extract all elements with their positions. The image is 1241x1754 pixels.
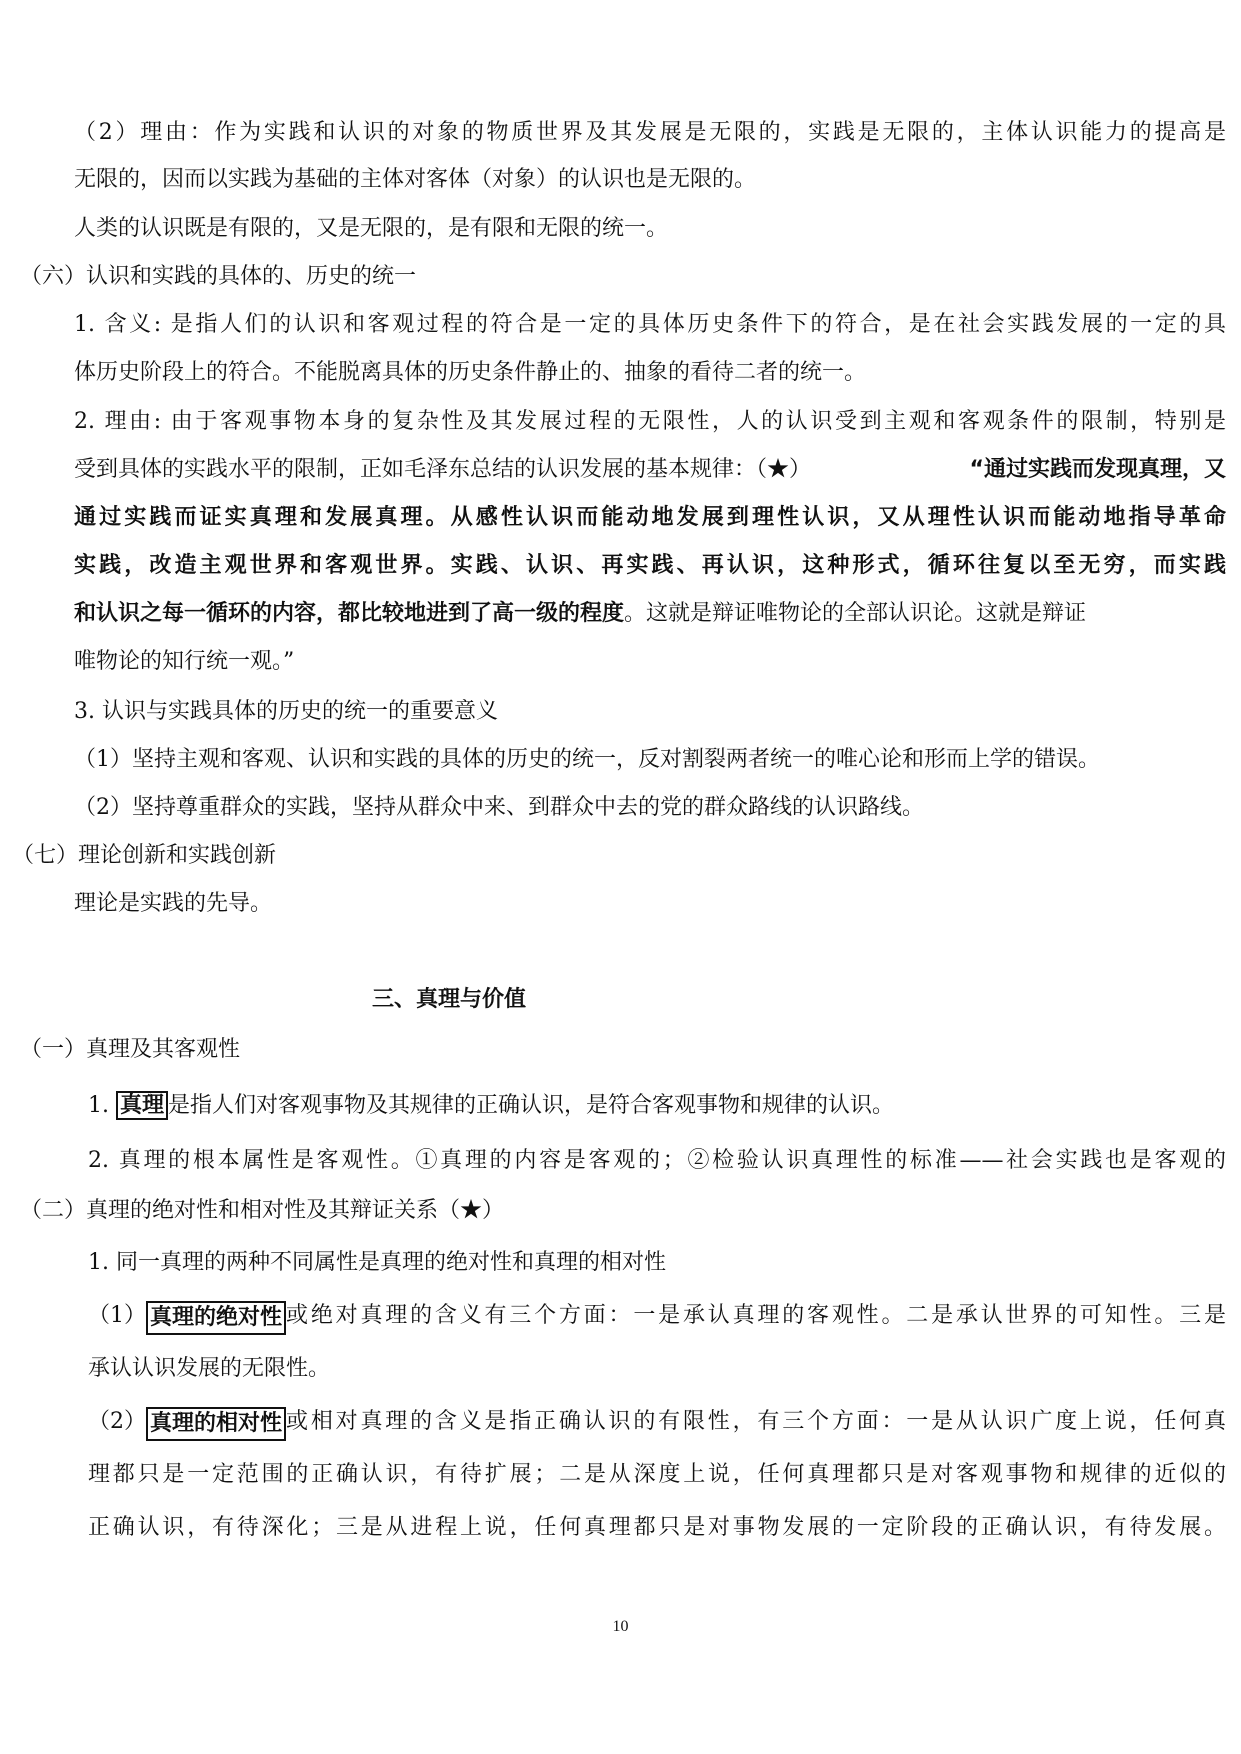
- text-line: （2）坚持尊重群众的实践，坚持从群众中来、到群众中去的党的群众路线的认识路线。: [74, 795, 924, 820]
- text-line: 唯物论的知行统一观。”: [74, 649, 295, 674]
- bold-quote: 和认识之每一循环的内容，都比较地进到了高一级的程度: [74, 601, 625, 626]
- text-line: [88, 1301, 1226, 1335]
- text-line: 1. 同一真理的两种不同属性是真理的绝对性和真理的相对性: [88, 1250, 666, 1275]
- section-heading-6: （六）认识和实践的具体的、历史的统一: [20, 264, 417, 289]
- text-line: 2. 真理的根本属性是客观性。①真理的内容是客观的；②检验认识真理性的标准——社会实践也是客观的: [88, 1148, 1226, 1173]
- boxed-term: 真理的相对性: [146, 1407, 286, 1441]
- bold-quote-line: 实践，改造主观世界和客观世界。实践、认识、再实践、再认识，这种形式，循环往复以至无穷，而实践: [74, 553, 1226, 578]
- section-heading-7: （七）理论创新和实践创新: [12, 843, 277, 868]
- text-line: [74, 455, 1226, 485]
- list-number: 1.: [88, 1093, 109, 1118]
- text-line: 无限的，因而以实践为基础的主体对客体（对象）的认识也是无限的。: [74, 167, 757, 192]
- text-run: 或相对真理的含义是指正确认识的有限性，有三个方面：一是从认识广度上说，任何真: [286, 1409, 1226, 1434]
- chapter-title: 三、真理与价值: [372, 987, 527, 1012]
- text-line: 正确认识，有待深化；三是从进程上说，任何真理都只是对事物发展的一定阶段的正确认识，有待发展。: [88, 1515, 1226, 1540]
- list-number: （2）: [88, 1409, 146, 1434]
- text-line: （1）坚持主观和客观、认识和实践的具体的历史的统一，反对割裂两者统一的唯心论和形而上学的错误。: [74, 747, 1101, 772]
- text-line: 2. 理由: 由于客观事物本身的复杂性及其发展过程的无限性，人的认识受到主观和客观条件的限制，特别是: [74, 409, 1226, 434]
- text-run: 。这就是辩证唯物论的全部认识论。这就是辩证: [624, 601, 1087, 626]
- text-line: 体历史阶段上的符合。不能脱离具体的历史条件静止的、抽象的看待二者的统一。: [74, 360, 867, 385]
- bold-quote: “通过实践而发现真理，又: [969, 457, 1226, 482]
- text-run: 或绝对真理的含义有三个方面：一是承认真理的客观性。二是承认世界的可知性。三是: [286, 1303, 1226, 1328]
- text-line: 理论是实践的先导。: [74, 891, 273, 916]
- boxed-term: 真理: [116, 1091, 168, 1120]
- text-line: 理都只是一定范围的正确认识，有待扩展；二是从深度上说，任何真理都只是对客观事物和规律的近似的: [88, 1462, 1226, 1487]
- text-run: 是指人们对客观事物及其规律的正确认识，是符合客观事物和规律的认识。: [168, 1093, 895, 1118]
- text-run: 受到具体的实践水平的限制，正如毛泽东总结的认识发展的基本规律：（★）: [74, 457, 812, 482]
- text-line: 承认认识发展的无限性。: [88, 1356, 331, 1381]
- text-line: 人类的认识既是有限的，又是无限的，是有限和无限的统一。: [74, 216, 669, 241]
- list-number: （1）: [88, 1303, 146, 1328]
- text-line: 3. 认识与实践具体的历史的统一的重要意义: [74, 699, 498, 724]
- section-heading-2: （二）真理的绝对性和相对性及其辩证关系（★）: [20, 1198, 505, 1223]
- page-number: 10: [612, 1618, 629, 1635]
- text-line: 1. 含义: 是指人们的认识和客观过程的符合是一定的具体历史条件下的符合，是在社会实践发展的一定的具: [74, 312, 1226, 337]
- boxed-term: 真理的绝对性: [146, 1301, 286, 1335]
- text-line: [74, 599, 1226, 629]
- text-line: [88, 1407, 1226, 1441]
- section-heading-1: （一）真理及其客观性: [20, 1037, 241, 1062]
- text-line: （2）理由：作为实践和认识的对象的物质世界及其发展是无限的，实践是无限的，主体认识能力的提高是: [74, 120, 1226, 145]
- bold-quote-line: 通过实践而证实真理和发展真理。从感性认识而能动地发展到理性认识，又从理性认识而能动地指导革命: [74, 505, 1226, 530]
- text-line: [88, 1091, 894, 1121]
